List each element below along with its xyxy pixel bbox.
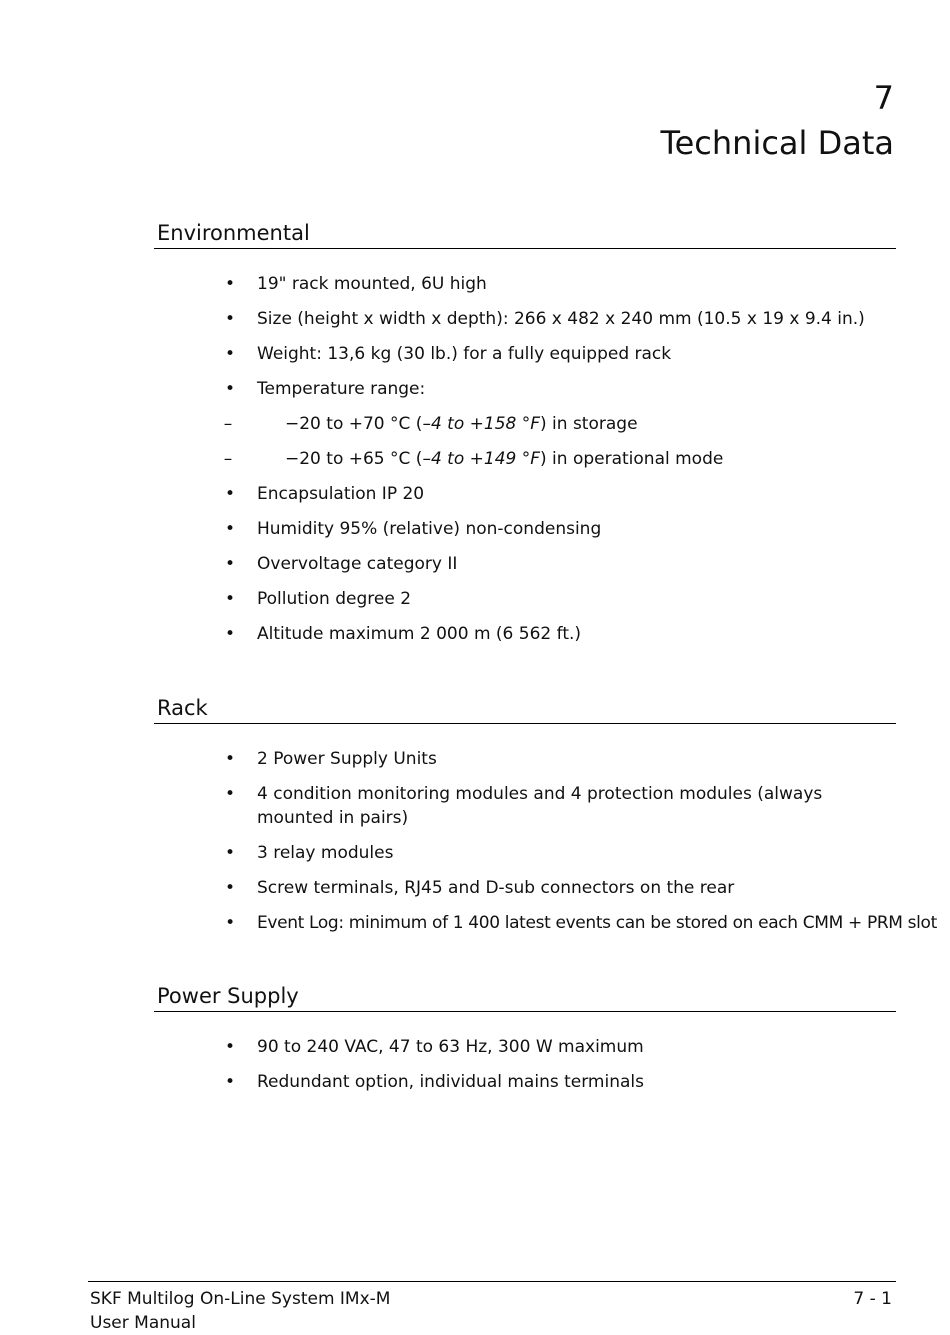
bullet-icon: • <box>224 519 236 539</box>
list-item <box>154 1035 896 1059</box>
subitem-prefix: −20 to +65 °C ( <box>285 449 423 469</box>
item-text: Overvoltage category II <box>257 554 458 574</box>
item-text: Redundant option, individual mains terminals <box>257 1072 644 1092</box>
list-item <box>154 307 896 331</box>
footer-product-name: SKF Multilog On-Line System IMx-M <box>90 1289 391 1309</box>
bullet-icon: • <box>224 554 236 574</box>
dash-icon: – <box>223 414 233 434</box>
item-text: 3 relay modules <box>257 843 394 863</box>
list-item <box>154 876 896 900</box>
item-text: 19" rack mounted, 6U high <box>257 274 487 294</box>
section-heading: Rack <box>154 694 896 724</box>
list-item <box>154 377 896 401</box>
list-item <box>154 517 896 541</box>
item-text: Pollution degree 2 <box>257 589 412 609</box>
section-rack <box>154 694 937 935</box>
item-text: 2 Power Supply Units <box>257 749 437 769</box>
section-environmental <box>154 219 896 646</box>
bullet-icon: • <box>225 913 235 933</box>
list-item <box>154 911 937 935</box>
item-text: Screw terminals, RJ45 and D-sub connectors on the rear <box>257 878 735 898</box>
subitem-prefix: −20 to +70 °C ( <box>285 414 423 434</box>
list-item <box>154 342 896 366</box>
section-power-supply <box>154 982 896 1094</box>
chapter-number: 7 <box>873 79 894 117</box>
bullet-icon: • <box>224 843 236 863</box>
section-heading: Environmental <box>154 219 896 249</box>
subitem-italic: –4 to +149 °F <box>422 449 541 469</box>
footer-divider <box>88 1281 896 1282</box>
list-item <box>154 841 896 865</box>
list-item <box>154 782 896 830</box>
item-text: 4 condition monitoring modules and 4 protection modules (always mounted in pairs) <box>257 784 823 828</box>
item-text: Temperature range: <box>257 379 426 399</box>
item-text: Size (height x width x depth): 266 x 482 x 240 mm (10.5 x 19 x 9.4 in.) <box>257 309 865 329</box>
bullet-icon: • <box>224 344 236 364</box>
bullet-icon: • <box>224 624 236 644</box>
dash-icon: – <box>223 449 233 469</box>
sub-list-item <box>152 447 896 471</box>
list-item <box>154 482 896 506</box>
subitem-suffix: ) in storage <box>540 414 638 434</box>
list-item <box>154 747 896 771</box>
bullet-list <box>154 747 937 935</box>
bullet-icon: • <box>224 379 236 399</box>
footer-product <box>90 1287 390 1335</box>
item-text: 90 to 240 VAC, 47 to 63 Hz, 300 W maximum <box>257 1037 644 1057</box>
bullet-icon: • <box>224 589 236 609</box>
item-text: Event Log: minimum of 1 400 latest events can be stored on each CMM + PRM slot <box>257 913 937 933</box>
bullet-icon: • <box>224 274 236 294</box>
bullet-list <box>154 1035 896 1094</box>
list-item <box>154 552 896 576</box>
bullet-icon: • <box>224 784 236 804</box>
sub-list-item <box>152 412 896 436</box>
bullet-icon: • <box>224 1072 236 1092</box>
bullet-icon: • <box>224 749 236 769</box>
item-text: Weight: 13,6 kg (30 lb.) for a fully equipped rack <box>257 344 672 364</box>
list-item <box>154 272 896 296</box>
item-text: Encapsulation IP 20 <box>257 484 425 504</box>
bullet-list <box>154 272 896 646</box>
page-number: 7 - 1 <box>853 1289 892 1309</box>
subitem-italic: –4 to +158 °F <box>422 414 541 434</box>
list-item <box>154 622 896 646</box>
section-heading: Power Supply <box>154 982 896 1012</box>
bullet-icon: • <box>224 1037 236 1057</box>
footer-doc-type: User Manual <box>90 1313 196 1333</box>
bullet-icon: • <box>224 484 236 504</box>
list-item <box>154 587 896 611</box>
subitem-suffix: ) in operational mode <box>540 449 724 469</box>
list-item <box>154 1070 896 1094</box>
item-text: Altitude maximum 2 000 m (6 562 ft.) <box>257 624 582 644</box>
bullet-icon: • <box>224 309 236 329</box>
item-text: Humidity 95% (relative) non-condensing <box>257 519 602 539</box>
chapter-title: Technical Data <box>660 124 894 162</box>
bullet-icon: • <box>224 878 236 898</box>
